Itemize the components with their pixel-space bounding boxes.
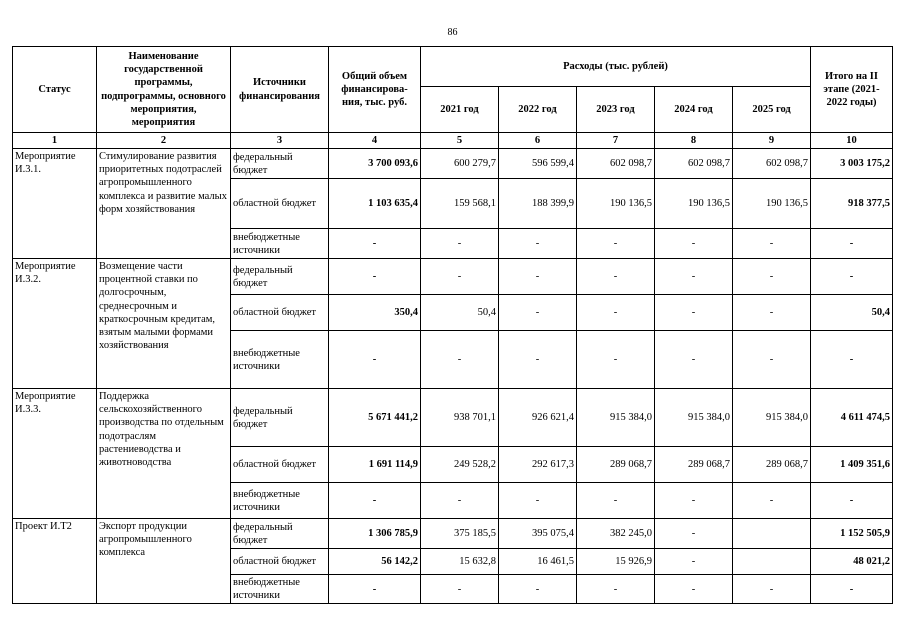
total-volume-cell: 1 103 635,4 bbox=[329, 179, 421, 229]
table-row bbox=[13, 149, 893, 179]
funding-source-cell: внебюджетные источники bbox=[231, 575, 329, 604]
year-value-cell: - bbox=[421, 259, 499, 295]
stage-total-cell: 1 152 505,9 bbox=[811, 519, 893, 549]
column-number: 4 bbox=[329, 133, 421, 149]
stage-total-cell: - bbox=[811, 483, 893, 519]
year-value-cell: - bbox=[421, 229, 499, 259]
year-value-cell: 602 098,7 bbox=[655, 149, 733, 179]
year-value-cell: 926 621,4 bbox=[499, 389, 577, 447]
program-name-cell: Стимулирование развития приоритетных подотраслей агропромышленного комплекса и развитие малых форм хозяйствования bbox=[97, 149, 231, 259]
year-value-cell: 188 399,9 bbox=[499, 179, 577, 229]
year-value-cell: 915 384,0 bbox=[577, 389, 655, 447]
total-volume-cell: - bbox=[329, 229, 421, 259]
status-cell: Проект И.Т2 bbox=[13, 519, 97, 604]
stage-total-cell: - bbox=[811, 575, 893, 604]
status-cell: Мероприятие И.3.2. bbox=[13, 259, 97, 389]
funding-source-cell: федеральный бюджет bbox=[231, 519, 329, 549]
table-row bbox=[13, 259, 893, 295]
year-value-cell: 915 384,0 bbox=[733, 389, 811, 447]
column-number: 5 bbox=[421, 133, 499, 149]
year-value-cell: 602 098,7 bbox=[577, 149, 655, 179]
total-volume-cell: - bbox=[329, 483, 421, 519]
year-value-cell: - bbox=[733, 229, 811, 259]
year-value-cell: 596 599,4 bbox=[499, 149, 577, 179]
stage-total-cell: - bbox=[811, 229, 893, 259]
year-value-cell: 292 617,3 bbox=[499, 447, 577, 483]
year-value-cell: - bbox=[655, 549, 733, 575]
year-value-cell: 395 075,4 bbox=[499, 519, 577, 549]
budget-table bbox=[12, 46, 893, 604]
year-value-cell: - bbox=[499, 295, 577, 331]
year-value-cell: - bbox=[733, 259, 811, 295]
stage-total-cell: 3 003 175,2 bbox=[811, 149, 893, 179]
header-status: Статус bbox=[13, 47, 97, 133]
stage-total-cell: 918 377,5 bbox=[811, 179, 893, 229]
year-value-cell: 249 528,2 bbox=[421, 447, 499, 483]
year-value-cell: 159 568,1 bbox=[421, 179, 499, 229]
year-value-cell: 190 136,5 bbox=[577, 179, 655, 229]
header-year-2021: 2021 год bbox=[421, 87, 499, 133]
header-year-2023: 2023 год bbox=[577, 87, 655, 133]
total-volume-cell: 3 700 093,6 bbox=[329, 149, 421, 179]
funding-source-cell: внебюджетные источники bbox=[231, 331, 329, 389]
year-value-cell: - bbox=[421, 483, 499, 519]
header-stage-total: Итого на II этапе (2021-2022 годы) bbox=[811, 47, 893, 133]
year-value-cell: - bbox=[655, 575, 733, 604]
total-volume-cell: - bbox=[329, 575, 421, 604]
stage-total-cell: 4 611 474,5 bbox=[811, 389, 893, 447]
total-volume-cell: 350,4 bbox=[329, 295, 421, 331]
funding-source-cell: федеральный бюджет bbox=[231, 149, 329, 179]
funding-source-cell: внебюджетные источники bbox=[231, 229, 329, 259]
year-value-cell: 16 461,5 bbox=[499, 549, 577, 575]
year-value-cell: - bbox=[733, 331, 811, 389]
year-value-cell: 602 098,7 bbox=[733, 149, 811, 179]
funding-source-cell: областной бюджет bbox=[231, 295, 329, 331]
year-value-cell: - bbox=[421, 575, 499, 604]
total-volume-cell: 1 306 785,9 bbox=[329, 519, 421, 549]
year-value-cell bbox=[733, 549, 811, 575]
year-value-cell: - bbox=[733, 575, 811, 604]
table-row bbox=[13, 519, 893, 549]
header-sources: Источники финансирования bbox=[231, 47, 329, 133]
year-value-cell: 915 384,0 bbox=[655, 389, 733, 447]
year-value-cell: - bbox=[655, 483, 733, 519]
year-value-cell: 375 185,5 bbox=[421, 519, 499, 549]
year-value-cell: - bbox=[499, 331, 577, 389]
funding-source-cell: внебюджетные источники bbox=[231, 483, 329, 519]
year-value-cell bbox=[733, 519, 811, 549]
year-value-cell: - bbox=[655, 229, 733, 259]
header-total-volume: Общий объем финансирова-ния, тыс. руб. bbox=[329, 47, 421, 133]
table-row bbox=[13, 389, 893, 447]
header-year-2022: 2022 год bbox=[499, 87, 577, 133]
year-value-cell: 289 068,7 bbox=[577, 447, 655, 483]
column-number: 7 bbox=[577, 133, 655, 149]
total-volume-cell: 1 691 114,9 bbox=[329, 447, 421, 483]
year-value-cell: 600 279,7 bbox=[421, 149, 499, 179]
year-value-cell: - bbox=[499, 575, 577, 604]
header-name: Наименование государственной программы, подпрограммы, основного мероприятия, мероприятия bbox=[97, 47, 231, 133]
year-value-cell: 289 068,7 bbox=[733, 447, 811, 483]
year-value-cell: - bbox=[499, 483, 577, 519]
year-value-cell: - bbox=[733, 483, 811, 519]
funding-source-cell: областной бюджет bbox=[231, 549, 329, 575]
year-value-cell: - bbox=[577, 295, 655, 331]
year-value-cell: - bbox=[655, 519, 733, 549]
program-name-cell: Возмещение части процентной ставки по долгосрочным, среднесрочным и краткосрочным кредитам, взятым малыми формами хозяйствования bbox=[97, 259, 231, 389]
column-number: 9 bbox=[733, 133, 811, 149]
column-number: 10 bbox=[811, 133, 893, 149]
header-year-2024: 2024 год bbox=[655, 87, 733, 133]
stage-total-cell: - bbox=[811, 331, 893, 389]
year-value-cell: - bbox=[577, 229, 655, 259]
status-cell: Мероприятие И.3.1. bbox=[13, 149, 97, 259]
year-value-cell: 938 701,1 bbox=[421, 389, 499, 447]
column-number: 1 bbox=[13, 133, 97, 149]
status-cell: Мероприятие И.3.3. bbox=[13, 389, 97, 519]
funding-source-cell: федеральный бюджет bbox=[231, 389, 329, 447]
program-name-cell: Поддержка сельскохозяйственного производства по отдельным подотраслям растениеводства и животноводства bbox=[97, 389, 231, 519]
column-number: 8 bbox=[655, 133, 733, 149]
stage-total-cell: 50,4 bbox=[811, 295, 893, 331]
year-value-cell: - bbox=[655, 331, 733, 389]
year-value-cell: 289 068,7 bbox=[655, 447, 733, 483]
stage-total-cell: 1 409 351,6 bbox=[811, 447, 893, 483]
year-value-cell: - bbox=[499, 229, 577, 259]
year-value-cell: 382 245,0 bbox=[577, 519, 655, 549]
year-value-cell: 190 136,5 bbox=[655, 179, 733, 229]
year-value-cell: - bbox=[499, 259, 577, 295]
year-value-cell: - bbox=[577, 483, 655, 519]
year-value-cell: - bbox=[577, 331, 655, 389]
funding-source-cell: областной бюджет bbox=[231, 447, 329, 483]
header-year-2025: 2025 год bbox=[733, 87, 811, 133]
stage-total-cell: - bbox=[811, 259, 893, 295]
header-expenses: Расходы (тыс. рублей) bbox=[421, 47, 811, 87]
year-value-cell: 15 632,8 bbox=[421, 549, 499, 575]
stage-total-cell: 48 021,2 bbox=[811, 549, 893, 575]
column-numbers-row bbox=[13, 133, 893, 149]
year-value-cell: - bbox=[655, 259, 733, 295]
total-volume-cell: 56 142,2 bbox=[329, 549, 421, 575]
column-number: 2 bbox=[97, 133, 231, 149]
year-value-cell: 50,4 bbox=[421, 295, 499, 331]
page-number: 86 bbox=[447, 27, 458, 38]
year-value-cell: - bbox=[577, 575, 655, 604]
program-name-cell: Экспорт продукции агропромышленного комплекса bbox=[97, 519, 231, 604]
year-value-cell: 190 136,5 bbox=[733, 179, 811, 229]
year-value-cell: - bbox=[733, 295, 811, 331]
total-volume-cell: - bbox=[329, 331, 421, 389]
funding-source-cell: федеральный бюджет bbox=[231, 259, 329, 295]
year-value-cell: 15 926,9 bbox=[577, 549, 655, 575]
column-number: 6 bbox=[499, 133, 577, 149]
column-number: 3 bbox=[231, 133, 329, 149]
funding-source-cell: областной бюджет bbox=[231, 179, 329, 229]
table-body bbox=[13, 149, 893, 604]
year-value-cell: - bbox=[655, 295, 733, 331]
total-volume-cell: - bbox=[329, 259, 421, 295]
year-value-cell: - bbox=[577, 259, 655, 295]
total-volume-cell: 5 671 441,2 bbox=[329, 389, 421, 447]
year-value-cell: - bbox=[421, 331, 499, 389]
